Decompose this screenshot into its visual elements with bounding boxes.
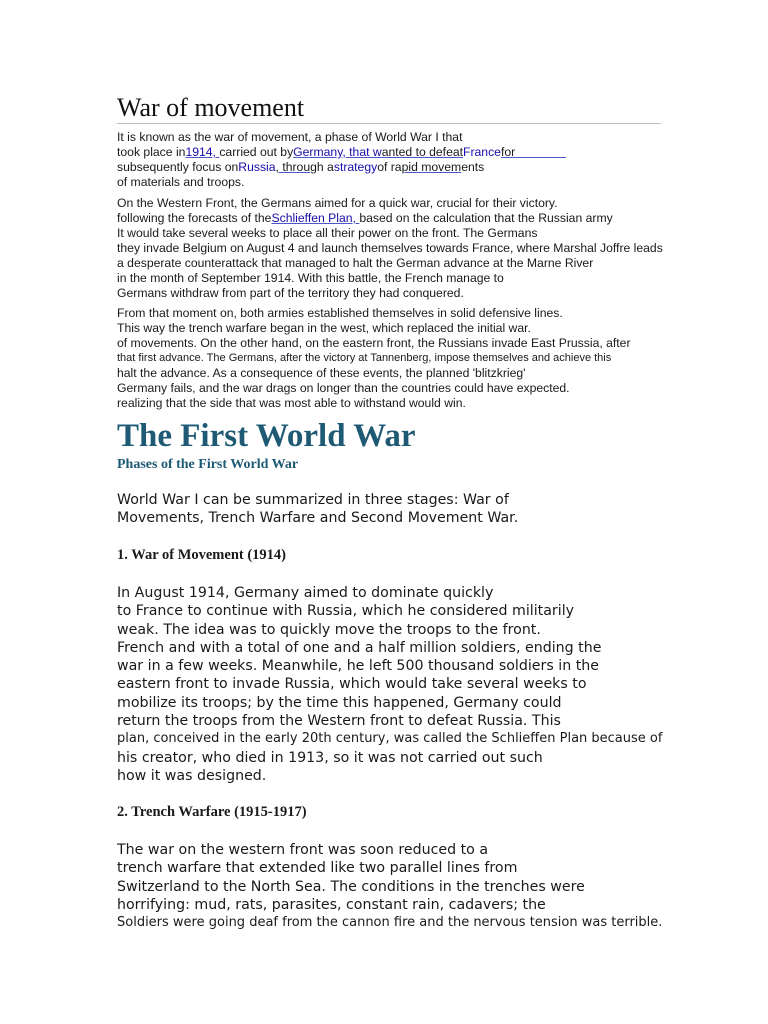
text-line: of materials and troops. bbox=[117, 175, 245, 189]
text-line: On the Western Front, the Germans aimed for a quick war, crucial for their victory. bbox=[117, 196, 558, 210]
section-subtitle-phases: Phases of the First World War bbox=[117, 457, 299, 472]
text-line: of movements. On the other hand, on the eastern front, the Russians invade East Prussia, after bbox=[117, 336, 631, 350]
text-run: took place in bbox=[117, 145, 186, 159]
paragraph-western-front bbox=[117, 196, 663, 301]
link-1914[interactable]: 1914, bbox=[185, 145, 220, 159]
text-line bbox=[117, 211, 663, 226]
text-run: , throu bbox=[275, 160, 311, 174]
text-line: how it was designed. bbox=[117, 767, 267, 784]
link-france[interactable]: France bbox=[463, 145, 501, 159]
text-line: The war on the western front was soon reduced to a bbox=[117, 842, 489, 858]
link-strategy[interactable]: strategy bbox=[333, 160, 378, 174]
section-title-first-world-war: The First World War bbox=[117, 418, 416, 454]
text-line: his creator, who died in 1913, so it was not carried out such bbox=[117, 749, 543, 766]
link-germany[interactable]: Germany, that w bbox=[293, 145, 382, 159]
text-run: based on the calculation that the Russian army bbox=[359, 211, 613, 225]
text-line: a desperate counterattack that managed to halt the German advance at the Marne River bbox=[117, 256, 594, 270]
text-run: for bbox=[500, 145, 516, 159]
text-line: to France to continue with Russia, which he considered militarily bbox=[117, 603, 575, 620]
heading-phase-1: 1. War of Movement (1914) bbox=[117, 547, 287, 563]
link-underline-gap bbox=[515, 145, 566, 159]
text-line: plan, conceived in the early 20th century, was called the Schlieffen Plan because of bbox=[117, 731, 663, 747]
paragraph-phase-2 bbox=[117, 841, 662, 932]
text-line: Germany fails, and the war drags on longer than the countries could have expected. bbox=[117, 381, 570, 395]
text-run: gh a bbox=[310, 160, 334, 174]
text-line: World War I can be summarized in three stages: War of bbox=[117, 492, 509, 508]
text-line: return the troops from the Western front to defeat Russia. This bbox=[117, 713, 561, 730]
link-russia[interactable]: Russia bbox=[238, 160, 276, 174]
text-line: they invade Belgium on August 4 and launch themselves towards France, where Marshal Joffre leads bbox=[117, 241, 663, 255]
text-run: anted to defeat bbox=[381, 145, 464, 159]
text-line: that first advance. The Germans, after the victory at Tannenberg, impose themselves and achieve this bbox=[117, 352, 612, 364]
text-line: in the month of September 1914. With this battle, the French manage to bbox=[117, 271, 504, 285]
text-line: In August 1914, Germany aimed to dominate quickly bbox=[117, 585, 494, 601]
text-line: Soldiers were going deaf from the cannon fire and the nervous tension was terrible. bbox=[117, 915, 663, 931]
text-line: horrifying: mud, rats, parasites, constant rain, cadavers; the bbox=[117, 896, 546, 913]
link-schlieffen-plan[interactable]: Schlieffen Plan, bbox=[271, 211, 360, 225]
text-line: Movements, Trench Warfare and Second Movement War. bbox=[117, 510, 519, 527]
text-line: trench warfare that extended like two parallel lines from bbox=[117, 860, 518, 877]
text-run: following the forecasts of the bbox=[117, 211, 272, 225]
paragraph-phase-1 bbox=[117, 584, 662, 785]
paragraph-summary bbox=[117, 491, 518, 528]
text-line: From that moment on, both armies established themselves in solid defensive lines. bbox=[117, 306, 563, 320]
paragraph-trench-beginning bbox=[117, 306, 631, 411]
text-line: This way the trench warfare began in the west, which replaced the initial war. bbox=[117, 321, 531, 335]
text-run: carried out by bbox=[219, 145, 294, 159]
text-line: It would take several weeks to place all their power on the front. The Germans bbox=[117, 226, 538, 240]
text-line bbox=[117, 160, 566, 175]
text-line: weak. The idea was to quickly move the troops to the front. bbox=[117, 621, 541, 638]
text-line: French and with a total of one and a half million soldiers, ending the bbox=[117, 639, 602, 656]
text-line: war in a few weeks. Meanwhile, he left 500 thousand soldiers in the bbox=[117, 658, 599, 675]
text-run: ents bbox=[461, 160, 485, 174]
text-line: It is known as the war of movement, a phase of World War I that bbox=[117, 130, 463, 144]
text-run: subsequently focus on bbox=[117, 160, 239, 174]
text-line: halt the advance. As a consequence of these events, the planned 'blitzkrieg' bbox=[117, 366, 526, 380]
section-title-war-of-movement: War of movement bbox=[117, 93, 305, 122]
paragraph-intro bbox=[117, 130, 566, 190]
text-line bbox=[117, 145, 566, 160]
text-line: mobilize its troops; by the time this happened, Germany could bbox=[117, 694, 562, 711]
text-run: pid movem bbox=[401, 160, 462, 174]
text-line: Switzerland to the North Sea. The conditions in the trenches were bbox=[117, 878, 585, 895]
text-run: of ra bbox=[377, 160, 402, 174]
title-divider bbox=[117, 123, 661, 124]
text-line: Germans withdraw from part of the territory they had conquered. bbox=[117, 286, 464, 300]
text-line: realizing that the side that was most able to withstand would win. bbox=[117, 396, 466, 410]
text-line: eastern front to invade Russia, which would take several weeks to bbox=[117, 676, 587, 693]
heading-phase-2: 2. Trench Warfare (1915-1917) bbox=[117, 804, 307, 820]
